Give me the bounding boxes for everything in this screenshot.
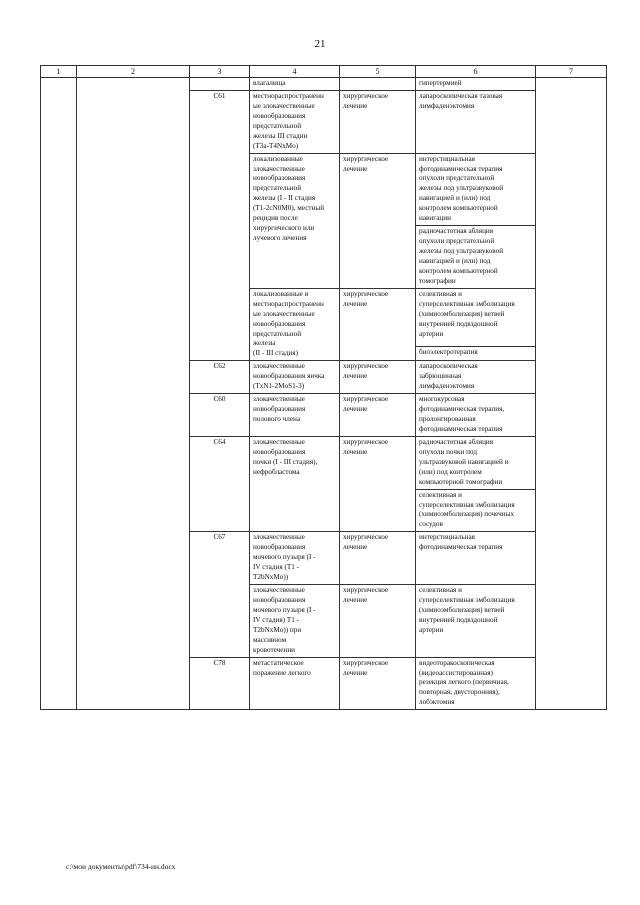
method-cell: гипертермией [416,78,536,91]
method-cell: селективная и суперселективная эмболизация (химиоэмболизация) ветвей внутренней подвздошной артерии [416,585,536,658]
icd-code-cell: C62 [190,361,250,394]
method-cell: лапароскопическая забрюшинная лимфаденэктомия [416,361,536,394]
diagnosis-cell: местнораспространенн ые злокачественные новообразования предстательной железы III стадии (T3a-T4NxMo) [250,90,340,153]
column-header-7: 7 [536,66,607,78]
treatment-type-cell: хирургическое лечение [340,288,416,361]
column-header-2: 2 [77,66,190,78]
diagnosis-cell: метастатическое поражение легкого [250,657,340,710]
icd-code-cell: C61 [190,90,250,360]
icd-code-cell: C78 [190,657,250,710]
medical-procedures-table [40,65,607,710]
diagnosis-cell: злокачественные новообразования мочевого пузыря (I - IV стадия (T1 - T2bNxMo)) [250,532,340,585]
method-cell: многокурсовая фотодинамическая терапия, пролонгированная фотодинамическая терапия [416,394,536,437]
table-header-row [41,66,607,78]
column-header-1: 1 [41,66,77,78]
diagnosis-cell: злокачественные новообразования почки (I - III стадия), нефробластома [250,436,340,531]
diagnosis-cell: злокачественные новообразования полового члена [250,394,340,437]
method-cell: селективная и суперселективная эмболизация (химиоэмболизация) почечных сосудов [416,489,536,532]
treatment-type-cell: хирургическое лечение [340,657,416,710]
treatment-type-cell: хирургическое лечение [340,436,416,531]
method-cell: интерстициальная фотодинамическая терапия [416,532,536,585]
diagnosis-cell: злокачественные новообразования яичка (TxN1-2MoS1-3) [250,361,340,394]
treatment-type-cell: хирургическое лечение [340,361,416,394]
column-2-cell [77,78,190,710]
method-cell: биоэлектротерапия [416,347,536,361]
icd-code-cell [190,78,250,91]
diagnosis-cell: влагалища [250,78,340,91]
icd-code-cell: C64 [190,436,250,531]
method-cell: лапароскопическая тазовая лимфаденэктомия [416,90,536,153]
treatment-type-cell: хирургическое лечение [340,585,416,658]
treatment-type-cell: хирургическое лечение [340,394,416,437]
column-7-cell [536,78,607,710]
page-number: 21 [314,38,326,50]
column-header-4: 4 [250,66,340,78]
column-header-5: 5 [340,66,416,78]
icd-code-cell: C67 [190,532,250,657]
treatment-type-cell [340,78,416,91]
diagnosis-cell: злокачественные новообразования мочевого пузыря (I - IV стадия) T1 - T2bNxMo)) при массивном кровотечении [250,585,340,658]
icd-code-cell: C60 [190,394,250,437]
method-cell: селективная и суперселективная эмболизация (химиоэмболизация) ветвей внутренней подвздошной артерии [416,288,536,346]
method-cell: радиочастотная абляция опухоли предстательной железы под ультразвуковой навигацией и (или) под контролем компьютерной томографии [416,226,536,289]
column-1-cell [41,78,77,710]
diagnosis-cell: локализованные и местнораспространенн ые злокачественные новообразования предстательной железы (II - III стадия) [250,288,340,361]
method-cell: интерстициальная фотодинамическая терапия опухоли предстательной железы под ультразвуковой навигацией и (или) под контролем компьютерной навигации [416,153,536,226]
table-row [41,78,607,91]
column-header-3: 3 [190,66,250,78]
method-cell: радиочастотная абляция опухоли почки под ультразвуковой навигацией и (или) под контролем компьютерной томографии [416,436,536,489]
treatment-type-cell: хирургическое лечение [340,532,416,585]
treatment-type-cell: хирургическое лечение [340,90,416,153]
footer-file-path: c:\мои документы\pdf\734-ин.docx [66,862,176,871]
treatment-type-cell: хирургическое лечение [340,153,416,288]
column-header-6: 6 [416,66,536,78]
method-cell: видеоторакоскопическая (видеоассистированная) резекция легкого (первичная, повторная, двусторонняя), лобэктомия [416,657,536,710]
diagnosis-cell: локализованные злокачественные новообразования предстательной железы (I - II стадия (T1-2cN0M0), местный рецидив после хирургического или лучевого лечения [250,153,340,288]
